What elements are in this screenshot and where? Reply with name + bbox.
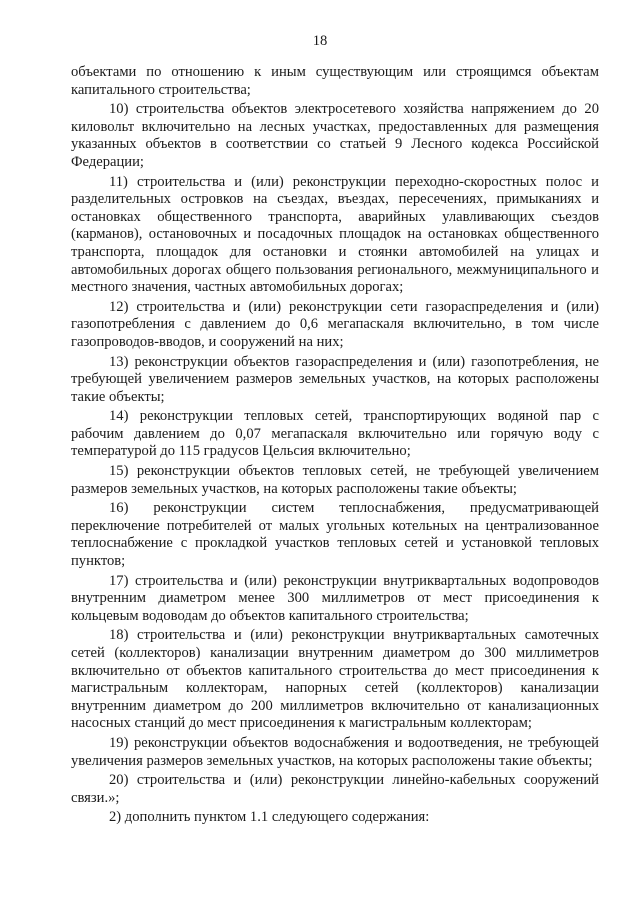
paragraph-continuation: объектами по отношению к иным существующим или строящимся объектам капитального строительства; — [71, 64, 599, 98]
list-item-14: 14) реконструкции тепловых сетей, транспортирующих водяной пар с рабочим давлением до 0,07 мегапаскаля включительно или горячую воду с температурой до 115 градусов Цельсия включительно; — [71, 408, 599, 460]
list-item-15: 15) реконструкции объектов тепловых сетей, не требующей увеличением размеров земельных участков, на которых расположены такие объекты; — [71, 463, 599, 497]
list-item-20: 20) строительства и (или) реконструкции линейно-кабельных сооружений связи.»; — [71, 772, 599, 806]
list-item-13: 13) реконструкции объектов газораспределения и (или) газопотребления, не требующей увеличением размеров земельных участков, на которых расположены такие объекты; — [71, 353, 599, 405]
list-item-16: 16) реконструкции систем теплоснабжения, предусматривающей переключение потребителей от малых угольных котельных на централизованное теплоснабжение с прокладкой участков тепловых сетей и установкой тепловых пунктов; — [71, 500, 599, 570]
amendment-item-2: 2) дополнить пунктом 1.1 следующего содержания: — [109, 809, 430, 826]
list-item-19: 19) реконструкции объектов водоснабжения и водоотведения, не требующей увеличения размеров земельных участков, на которых расположены такие объекты; — [71, 734, 599, 769]
body-text — [71, 64, 599, 829]
list-item-18: 18) строительства и (или) реконструкции внутриквартальных самотечных сетей (коллекторов) канализации внутренним диаметром до 300 миллиметров включительно от объектов капитального строительства до мест присоединения к магистральным коллекторам, напорных сетей (коллекторов) канализации внутренним диаметром до 200 миллиметров включительно от канализационных насосных станций до мест присоединения к магистральным коллекторам; — [71, 627, 599, 732]
list-item-12: 12) строительства и (или) реконструкции сети газораспределения и (или) газопотребления с давлением до 0,6 мегапаскаля включительно, в том числе газопроводов-вводов, и сооружений на них; — [71, 298, 599, 350]
list-item-17: 17) строительства и (или) реконструкции внутриквартальных водопроводов внутренним диаметром менее 300 миллиметров от мест присоединения к кольцевым водоводам до объектов капитального строительства; — [71, 572, 599, 624]
list-item-10: 10) строительства объектов электросетевого хозяйства напряжением до 20 киловольт включительно на лесных участках, предоставленных для размещения указанных объектов в соответствии со статьей 9 Лесного кодекса Российской Федерации; — [71, 101, 599, 170]
page-number: 18 — [312, 33, 328, 49]
list-item-11: 11) строительства и (или) реконструкции переходно-скоростных полос и разделительных островков на съездах, въездах, пересечениях, примыканиях и остановках общественного транспорта, аварийных улавливающих съездов (карманов), остановочных и посадочных площадок на остановках общественного транспорта, площадок для остановки и стоянки автомобилей на улицах и автомобильных дорогах общего пользования регионального, межмуниципального и местного значения, частных автомобильных дорогах; — [71, 173, 599, 296]
